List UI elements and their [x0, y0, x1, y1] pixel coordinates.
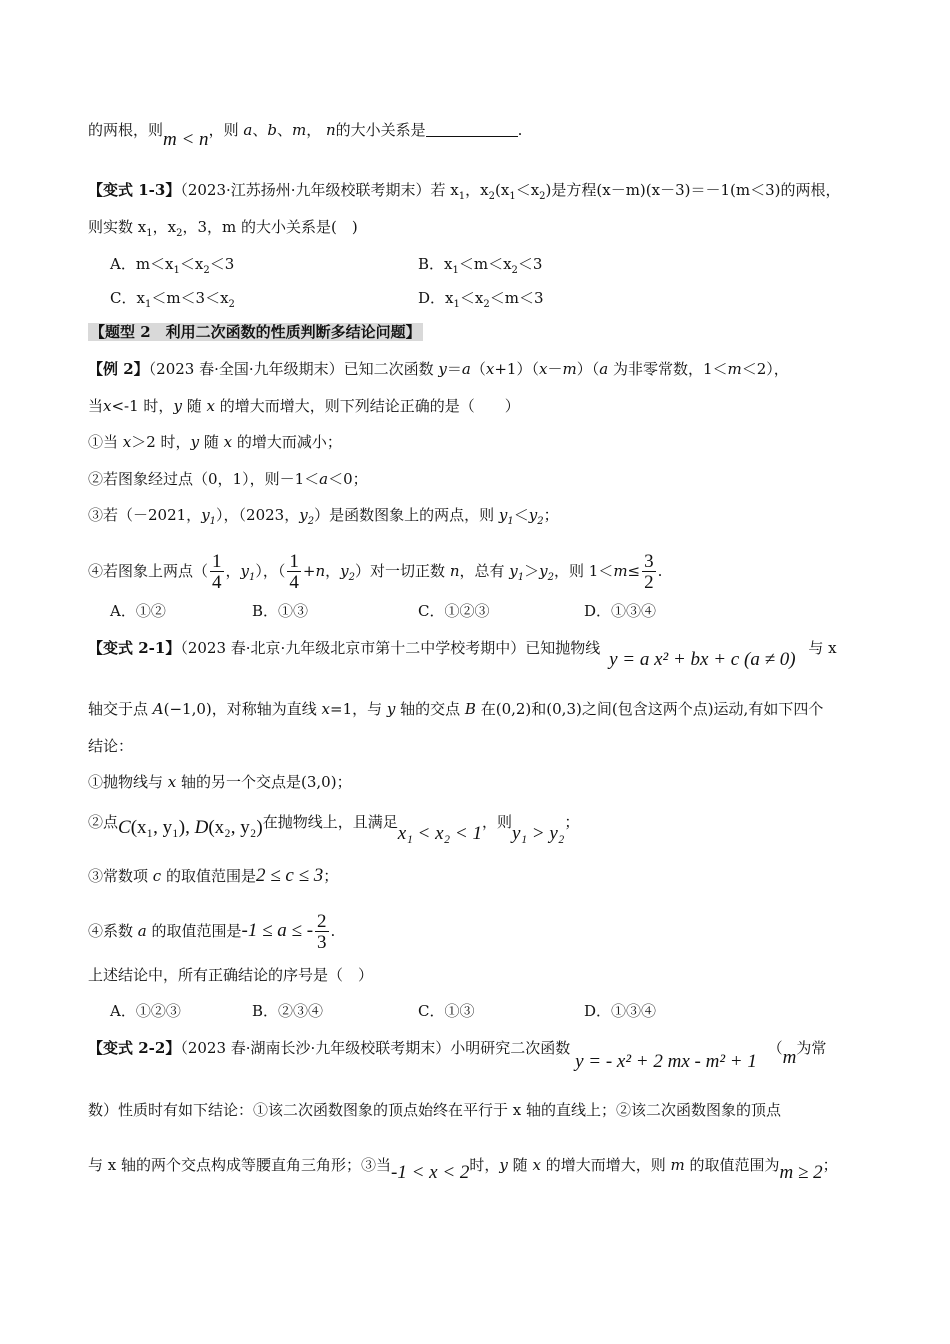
text: ）是函数图象上的两点，则	[314, 506, 499, 524]
fraction-1-4	[210, 552, 224, 592]
math-range: -1 < x < 2	[391, 1162, 470, 1183]
text: ＜x	[179, 255, 204, 273]
text: 的取值范围是	[161, 867, 256, 885]
text: ①抛物线与	[88, 773, 168, 791]
fraction-2-3	[315, 912, 329, 952]
text: ；	[564, 813, 580, 831]
text: 为常	[796, 1039, 827, 1057]
text: +	[302, 562, 316, 580]
sub: 1	[509, 191, 516, 202]
text: ④系数	[88, 922, 138, 940]
question-tag: 【例 2】	[88, 360, 149, 378]
text: ），（2023，	[216, 506, 300, 524]
frac-den: 4	[212, 572, 222, 593]
text: （	[470, 360, 486, 378]
text: ；	[323, 867, 339, 885]
text: ，	[325, 562, 341, 580]
text: ；	[822, 1156, 838, 1174]
var-n: n	[325, 121, 336, 139]
var-a: a	[243, 121, 253, 139]
option-c[interactable]	[418, 601, 489, 621]
text: ＜x	[459, 289, 484, 307]
text: 随	[507, 1156, 533, 1174]
sub: 2	[511, 265, 518, 276]
text: ②点	[88, 813, 119, 831]
option-b[interactable]	[418, 254, 542, 281]
sub: 2	[539, 191, 546, 202]
math-range: 2 ≤ c ≤ 3	[255, 865, 324, 886]
text: B．②③④	[252, 1002, 324, 1020]
text: 的增大而增大，则	[540, 1156, 671, 1174]
text: ＜	[513, 506, 529, 524]
frac-num: 2	[317, 911, 327, 932]
text: 的增大而增大，则下列结论正确的是（ ）	[214, 397, 520, 415]
fraction-1-4	[287, 552, 301, 592]
text: D．x	[418, 289, 454, 307]
math-m-lt-n: m < n	[163, 129, 209, 150]
question-2-2-line3: 与 x 轴的两个交点构成等腰直角三角形；③当-1 < x < 2时，y 随 x 的增大而增大，则 m 的取值范围为m ≥ 2；	[88, 1156, 838, 1183]
text: 的增大而减小；	[232, 433, 342, 451]
text: 的取值范围是	[146, 922, 242, 940]
text: 与 x	[808, 639, 837, 657]
var: a	[137, 922, 147, 940]
text: ＞2 时，	[131, 433, 191, 451]
question-tag: 【变式 1-3】	[88, 181, 181, 199]
sub: 1	[209, 516, 217, 527]
option-d[interactable]	[584, 1001, 656, 1021]
example-2-line1: 【例 2】（2023 春·全国·九年级期末）已知二次函数 y＝a（x+1）（x－m）（a 为非零常数，1＜m＜2），	[88, 360, 789, 378]
option-c[interactable]	[110, 288, 235, 315]
text: ＜3	[517, 255, 543, 273]
sub: 1	[249, 572, 256, 583]
text: 、	[276, 121, 292, 139]
question-2-1-line3	[88, 736, 133, 756]
example-2-line2: 当x<-1 时，y 随 x 的增大而增大，则下列结论正确的是（ ）	[88, 397, 520, 415]
var: n	[315, 562, 326, 580]
option-b[interactable]	[252, 1001, 323, 1021]
text: ①当	[88, 433, 123, 451]
text: ＜2），	[741, 360, 789, 378]
frac-den: 4	[289, 572, 299, 593]
frac-num: 1	[212, 551, 222, 572]
question-2-1-prompt	[88, 965, 373, 985]
sub: 2	[307, 516, 315, 527]
text: ④若图象上两点（	[88, 562, 209, 580]
sub: 1	[517, 572, 525, 583]
text: （	[767, 1039, 783, 1057]
question-2-2-line1	[88, 1038, 827, 1072]
text: (−1,0)，对称轴为直线	[163, 700, 322, 718]
option-a[interactable]	[110, 1001, 181, 1021]
var: y	[438, 360, 447, 378]
var: x	[485, 360, 495, 378]
text: 与 x 轴的两个交点构成等腰直角三角形；③当	[88, 1156, 391, 1174]
sub: 1	[453, 299, 460, 310]
text: D．①③④	[584, 1002, 657, 1020]
sub: 1	[507, 516, 514, 527]
text: ③若（－2021，	[88, 506, 202, 524]
text: .	[330, 922, 336, 940]
text: ＝	[446, 360, 462, 378]
text: (x	[495, 181, 510, 199]
option-c[interactable]	[418, 1001, 474, 1021]
question-2-1-conclusion-2: ②点C(x₁, y₁), D(x₂, y₂)在抛物线上，且满足x₁ < x₂ < 1，则y₁ > y₂；	[88, 813, 580, 844]
text: ＞	[524, 562, 540, 580]
sub: 1	[146, 228, 153, 239]
frac-num: 1	[289, 551, 299, 572]
text: 当	[88, 397, 104, 415]
text: 的两根，则	[88, 121, 164, 139]
var-m: m	[291, 121, 307, 139]
text: ，	[225, 562, 241, 580]
sub: 2	[488, 191, 495, 202]
text: .	[517, 121, 523, 139]
sub: 2	[547, 572, 554, 583]
text: B．x	[418, 255, 453, 273]
text: 轴交于点	[88, 700, 153, 718]
text: 时，	[469, 1156, 500, 1174]
question-2-1-conclusion-1: ①抛物线与 x 轴的另一个交点是(3,0)；	[88, 773, 352, 791]
fraction-3-2	[642, 552, 656, 592]
text: 数）性质时有如下结论：①该二次函数图象的顶点始终在平行于 x 轴的直线上；②该二次函数图象的顶点	[88, 1101, 782, 1119]
text: ）（	[576, 360, 600, 378]
text: (x₂, y₂)	[208, 817, 263, 838]
text: .	[657, 562, 663, 580]
text: 上述结论中，所有正确结论的序号是（ ）	[88, 966, 374, 984]
sub: 2	[483, 299, 490, 310]
sub: 1	[452, 265, 459, 276]
text: B．①③	[252, 602, 309, 620]
text: ，3，m 的大小关系是( )	[182, 218, 358, 236]
text: 的取值范围为	[684, 1156, 780, 1174]
text: 随	[199, 433, 224, 451]
question-2-1-line2: 轴交于点 A(−1,0)，对称轴为直线 x=1，与 y 轴的交点 B 在(0,2)和(0,3)之间(包含这两个点)运动,有如下四个	[88, 700, 824, 718]
section-heading	[88, 322, 423, 342]
sub: 1	[458, 191, 466, 202]
text: D．①③④	[584, 602, 657, 620]
text: ；	[543, 506, 559, 524]
text: 在(0,2)和(0,3)之间(包含这两个点)运动,有如下四个	[475, 700, 824, 718]
question-tag: 【变式 2-2】	[88, 1039, 181, 1057]
parabola-equation: y = a x² + bx + c (a ≠ 0)	[609, 649, 796, 670]
answer-blank[interactable]	[426, 122, 518, 137]
text: ②若图象经过点（0，1），则－1＜	[88, 470, 320, 488]
text: 结论：	[88, 737, 134, 755]
question-2-2-line2	[88, 1100, 781, 1120]
example-2-conclusion-3: ③若（－2021，$y_1$），（2023，$y_2$）是函数图象上的两点，则 $y_1<y_2$；	[88, 506, 559, 527]
question-1-3-line2	[88, 217, 358, 244]
question-1-3-line1	[88, 180, 841, 207]
text: 在抛物线上，且满足	[262, 813, 398, 831]
text: ＜x	[515, 181, 540, 199]
sub: 2	[176, 228, 183, 239]
frac-den: 3	[317, 932, 327, 953]
text: （2023 春·湖南长沙·九年级校联考期末）小明研究二次函数	[180, 1039, 571, 1057]
sub: 2	[203, 265, 210, 276]
text: ≤	[627, 562, 641, 580]
text: ＜m＜3＜x	[151, 289, 229, 307]
text: （2023 春·北京·九年级北京市第十二中学校考期中）已知抛物线	[180, 639, 601, 657]
heading-text: 【题型 2 利用二次函数的性质判断多结论问题】	[90, 323, 421, 341]
text: （2023 春·全国·九年级期末）已知二次函数	[148, 360, 439, 378]
math-result: m ≥ 2	[779, 1162, 823, 1183]
text: ，x	[465, 181, 489, 199]
text: A．m＜x	[110, 255, 174, 273]
math-condition: x₁ < x₂ < 1	[397, 823, 482, 844]
text: 、	[252, 121, 268, 139]
text: C．①②③	[418, 602, 490, 620]
text: －	[547, 360, 563, 378]
text: ＜m＜x	[458, 255, 512, 273]
text: ＜m＜3	[489, 289, 544, 307]
text: 轴的交点	[395, 700, 465, 718]
question-2-1-conclusion-4	[88, 912, 335, 952]
text: 的大小关系是	[335, 121, 426, 139]
option-a[interactable]	[110, 254, 234, 281]
text: ，总有	[459, 562, 510, 580]
var: D	[194, 817, 209, 838]
sub: 2	[537, 516, 544, 527]
question-2-1-conclusion-3	[88, 866, 338, 886]
text: ③常数项	[88, 867, 153, 885]
option-d[interactable]	[584, 601, 656, 621]
question-2-1-line1	[88, 638, 837, 670]
text: 则实数 x	[88, 218, 147, 236]
text: ＜3	[209, 255, 235, 273]
top-line	[88, 120, 523, 150]
option-b[interactable]	[252, 601, 308, 621]
var: A	[152, 700, 164, 718]
example-2-conclusion-4: ④若图象上两点（ $\frac{1}{4}$ ，$y_1$），（ $\frac{1}{4}$ +n，$y_2$）对一切正数 n，总有 $y_1>y_2$，则 1＜m≤ $\frac{3}{2}$ .	[88, 551, 663, 593]
text: ，则	[482, 813, 513, 831]
text: =1，与	[330, 700, 387, 718]
text: 随	[181, 397, 207, 415]
math-range: -1 ≤ a ≤ -	[241, 920, 314, 941]
sub: 2	[228, 299, 235, 310]
var: B	[464, 700, 476, 718]
text: (x₁, y₁)	[130, 817, 186, 838]
var: m	[782, 1047, 797, 1068]
text: A．①②	[110, 602, 166, 620]
text: )是方程(x－m)(x－3)＝－1(m＜3)的两根，	[545, 181, 841, 199]
text: ，	[306, 121, 322, 139]
frac-num: 3	[644, 551, 654, 572]
math-result: y₁ > y₂	[512, 823, 565, 844]
text: C．①③	[418, 1002, 475, 1020]
text: <-1 时，	[111, 397, 174, 415]
text: ，则 1＜	[554, 562, 614, 580]
text: C．x	[110, 289, 145, 307]
frac-den: 2	[644, 572, 654, 593]
sub: 1	[173, 265, 180, 276]
option-a[interactable]	[110, 601, 166, 621]
var: c	[152, 867, 162, 885]
question-tag: 【变式 2-1】	[88, 639, 181, 657]
text: 轴的另一个交点是(3,0)；	[176, 773, 352, 791]
example-2-conclusion-1: ①当 x＞2 时，y 随 x 的增大而减小；	[88, 433, 342, 451]
text: ，x	[152, 218, 177, 236]
var-b: b	[267, 121, 277, 139]
text: ，则	[208, 121, 239, 139]
option-d[interactable]	[418, 288, 544, 315]
text: +1）（	[494, 360, 539, 378]
sub: 1	[144, 299, 152, 310]
text: ＜0；	[328, 470, 368, 488]
var: C	[118, 817, 131, 838]
example-2-conclusion-2: ②若图象经过点（0，1），则－1＜a＜0；	[88, 470, 368, 488]
text: （2023·江苏扬州·九年级校联考期末）若 x	[180, 181, 459, 199]
sub: 2	[348, 572, 356, 583]
text: ），（	[255, 562, 286, 580]
text: ）对一切正数	[355, 562, 450, 580]
text: 为非零常数，1＜	[608, 360, 728, 378]
quadratic-equation: y = - x² + 2 mx - m² + 1	[575, 1051, 757, 1072]
text: A．①②③	[110, 1002, 181, 1020]
